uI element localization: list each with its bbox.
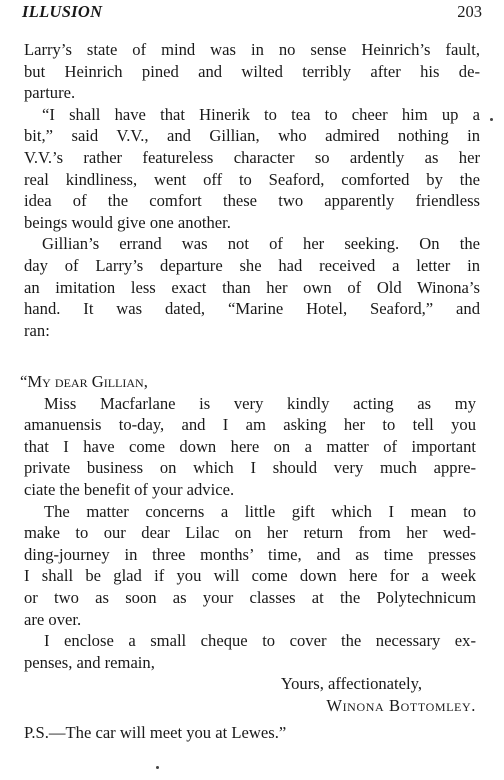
- letter-line: ding-journey in three months’ time, and as time presses: [24, 544, 476, 564]
- letter-line: ciate the benefit of your advice.: [24, 479, 235, 499]
- paragraph-line: but Heinrich pined and wilted terribly after his de-: [24, 61, 480, 81]
- letter-salutation: “My dear Gillian,: [20, 372, 148, 391]
- quoted-letter: [20, 371, 476, 717]
- paragraph-line: Gillian’s errand was not of her seeking. On the: [42, 234, 480, 254]
- letter-line: amanuensis to-day, and I am asking her to tell you: [24, 415, 476, 435]
- paragraph-line: ran:: [24, 320, 50, 340]
- paragraph-line: parture.: [24, 83, 76, 103]
- paragraph-line: Larry’s state of mind was in no sense Heinrich’s fault,: [24, 40, 480, 59]
- paragraph-line: real kindliness, went off to Seaford, comforted by the: [24, 169, 480, 189]
- paragraph-line: an imitation less exact than her own of Old Winona’s: [24, 277, 480, 297]
- letter-line: or two as soon as your classes at the Polytechnicum: [24, 587, 476, 607]
- letter-line: Miss Macfarlane is very kindly acting as my: [44, 393, 476, 413]
- running-head: [22, 2, 482, 24]
- letter-line: I enclose a small cheque to cover the necessary ex-: [44, 631, 476, 651]
- letter-line: are over.: [24, 609, 82, 629]
- print-speck: [156, 766, 159, 769]
- body-text: [24, 39, 480, 341]
- letter-line: make to our dear Lilac on her return from her wed-: [24, 523, 476, 543]
- paragraph-line: idea of the comfort these two apparently friendless: [24, 191, 480, 211]
- paragraph-line: V.V.’s rather featureless character so ardently as her: [24, 147, 480, 167]
- letter-line: penses, and remain,: [24, 652, 155, 672]
- paragraph-line: bit,” said V.V., and Gillian, who admired nothing in: [24, 126, 480, 146]
- letter-line: I shall be glad if you will come down here for a week: [24, 566, 476, 586]
- paragraph-line: beings would give one another.: [24, 212, 231, 232]
- paragraph-line: day of Larry’s departure she had received a letter in: [24, 255, 480, 275]
- page-number: 203: [457, 2, 482, 21]
- letter-closing: Yours, affectionately,: [280, 674, 422, 694]
- letter-signature: Winona Bottomley.: [326, 695, 476, 715]
- paragraph-line: “I shall have that Hinerik to tea to cheer him up a: [42, 104, 480, 124]
- letter-line: private business on which I should very much appre-: [24, 458, 476, 478]
- print-speck: [490, 118, 493, 121]
- letter-line: The matter concerns a little gift which I mean to: [44, 501, 476, 521]
- letter-line: that I have come down here on a matter of important: [24, 436, 476, 456]
- postscript: P.S.—The car will meet you at Lewes.”: [24, 723, 287, 742]
- running-title: ILLUSION: [22, 2, 103, 21]
- paragraph-line: hand. It was dated, “Marine Hotel, Seaford,” and: [24, 299, 480, 319]
